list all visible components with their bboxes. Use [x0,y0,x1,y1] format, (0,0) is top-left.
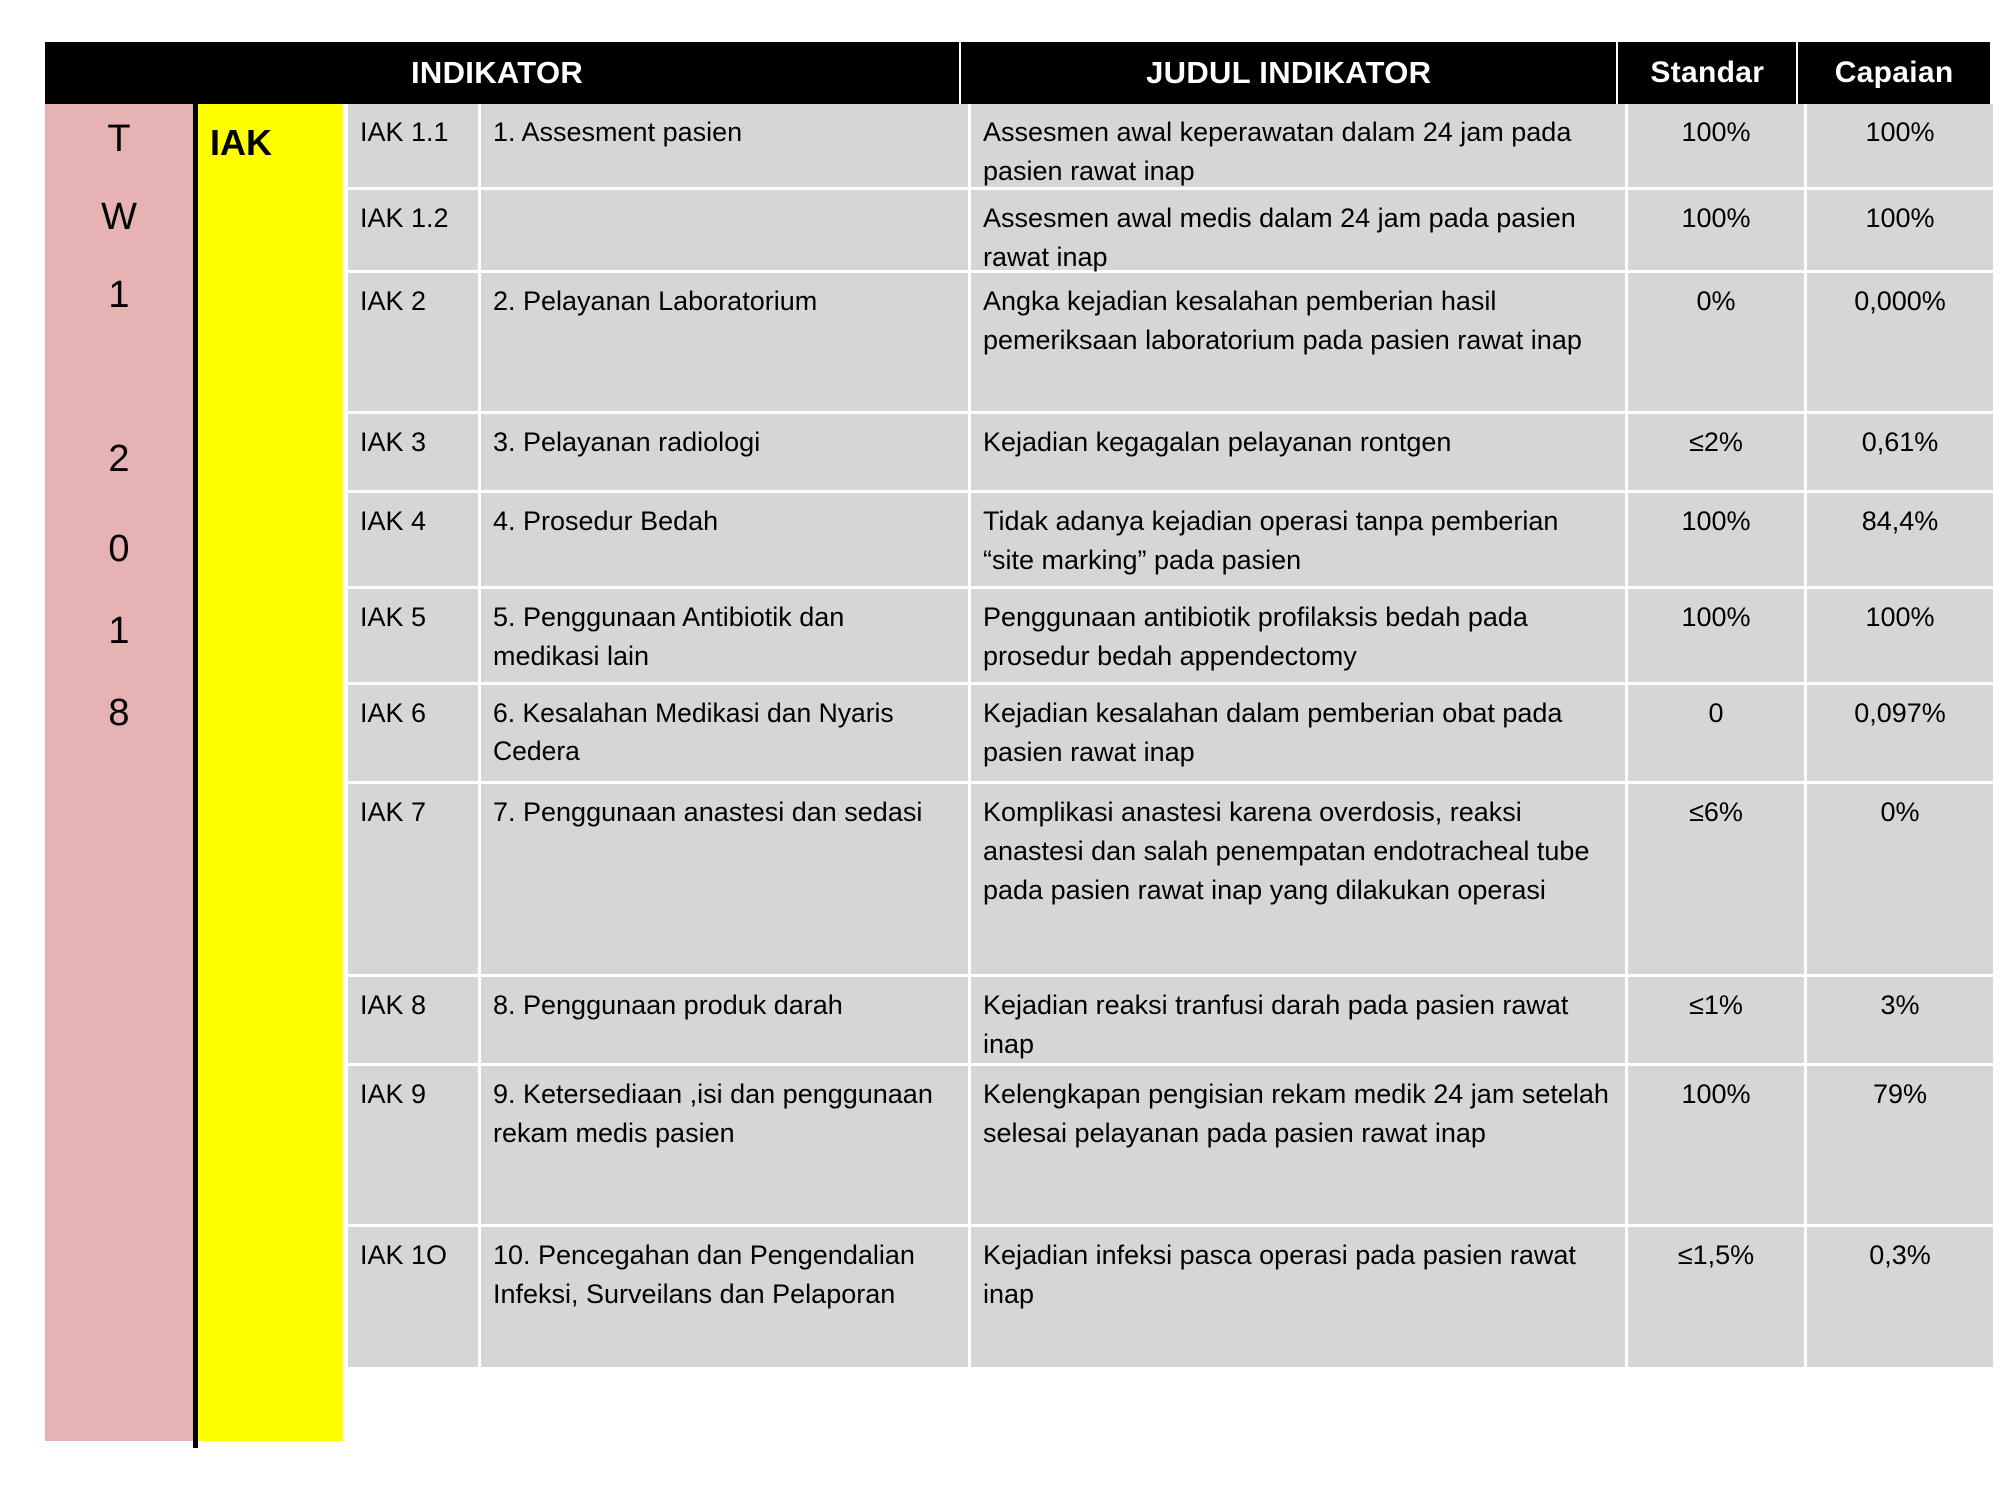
period-char-2: 1 [108,274,130,316]
period-char-1: W [101,196,137,238]
indicator-table-body [348,104,1990,1370]
cell-code: IAK 8 [348,977,478,1063]
cell-standar: 0% [1628,273,1804,411]
period-column [45,104,193,1441]
table-row [348,1227,1990,1367]
table-row [348,273,1990,411]
cell-judul: Angka kejadian kesalahan pemberian hasil pemeriksaan laboratorium pada pasien rawat inap [971,273,1625,411]
cell-code: IAK 9 [348,1066,478,1224]
cell-code: IAK 1O [348,1227,478,1367]
cell-code: IAK 1.2 [348,190,478,270]
cell-standar: ≤2% [1628,414,1804,490]
table-row [348,104,1990,187]
cell-indikator: 2. Pelayanan Laboratorium [481,273,968,411]
column-header-capaian: Capaian [1798,42,1990,104]
cell-indikator: 4. Prosedur Bedah [481,493,968,586]
cell-code: IAK 5 [348,589,478,682]
cell-capaian: 100% [1807,190,1993,270]
cell-indikator: 5. Penggunaan Antibiotik dan medikasi lain [481,589,968,682]
cell-judul: Komplikasi anastesi karena overdosis, reaksi anastesi dan salah penempatan endotracheal tube pada pasien rawat inap yang dilakukan operasi [971,784,1625,974]
column-header-standar: Standar [1618,42,1796,104]
cell-judul: Kejadian kegagalan pelayanan rontgen [971,414,1625,490]
cell-standar: 100% [1628,190,1804,270]
cell-capaian: 100% [1807,589,1993,682]
cell-judul: Tidak adanya kejadian operasi tanpa pemberian “site marking” pada pasien [971,493,1625,586]
cell-indikator: 3. Pelayanan radiologi [481,414,968,490]
cell-indikator: 6. Kesalahan Medikasi dan Nyaris Cedera [481,685,968,781]
cell-standar: ≤1,5% [1628,1227,1804,1367]
cell-capaian: 0% [1807,784,1993,974]
cell-code: IAK 7 [348,784,478,974]
cell-standar: 100% [1628,104,1804,187]
table-row [348,977,1990,1063]
cell-indikator [481,190,968,270]
cell-judul: Assesmen awal keperawatan dalam 24 jam pada pasien rawat inap [971,104,1625,187]
cell-standar: ≤6% [1628,784,1804,974]
period-char-6: 8 [108,692,130,734]
column-header-indikator: INDIKATOR [45,42,959,104]
table-row [348,414,1990,490]
cell-standar: 100% [1628,1066,1804,1224]
table-row [348,1066,1990,1224]
cell-standar: ≤1% [1628,977,1804,1063]
cell-code: IAK 4 [348,493,478,586]
cell-capaian: 0,61% [1807,414,1993,490]
period-char-3: 2 [108,438,130,480]
cell-judul: Kejadian reaksi tranfusi darah pada pasien rawat inap [971,977,1625,1063]
column-header-judul-indikator: JUDUL INDIKATOR [961,42,1616,104]
cell-code: IAK 2 [348,273,478,411]
cell-indikator: 1. Assesment pasien [481,104,968,187]
cell-capaian: 79% [1807,1066,1993,1224]
cell-indikator: 10. Pencegahan dan Pengendalian Infeksi, Surveilans dan Pelaporan [481,1227,968,1367]
cell-judul: Kelengkapan pengisian rekam medik 24 jam setelah selesai pelayanan pada pasien rawat inap [971,1066,1625,1224]
cell-code: IAK 6 [348,685,478,781]
cell-capaian: 84,4% [1807,493,1993,586]
cell-capaian: 0,000% [1807,273,1993,411]
cell-code: IAK 3 [348,414,478,490]
period-char-5: 1 [108,610,130,652]
cell-standar: 0 [1628,685,1804,781]
period-char-4: 0 [108,528,130,570]
cell-indikator: 8. Penggunaan produk darah [481,977,968,1063]
cell-judul: Kejadian infeksi pasca operasi pada pasien rawat inap [971,1227,1625,1367]
cell-standar: 100% [1628,493,1804,586]
cell-capaian: 0,097% [1807,685,1993,781]
cell-judul: Kejadian kesalahan dalam pemberian obat pada pasien rawat inap [971,685,1625,781]
table-row [348,685,1990,781]
table-row [348,589,1990,682]
cell-capaian: 3% [1807,977,1993,1063]
group-label: IAK [210,122,272,163]
cell-code: IAK 1.1 [348,104,478,187]
cell-indikator: 7. Penggunaan anastesi dan sedasi [481,784,968,974]
table-row [348,784,1990,974]
table-header-row [45,42,1990,104]
table-row [348,493,1990,586]
cell-capaian: 0,3% [1807,1227,1993,1367]
table-row [348,190,1990,273]
cell-judul: Penggunaan antibiotik profilaksis bedah pada prosedur bedah appendectomy [971,589,1625,682]
period-char-0: T [107,118,131,160]
cell-judul: Assesmen awal medis dalam 24 jam pada pasien rawat inap [971,190,1625,270]
cell-standar: 100% [1628,589,1804,682]
cell-capaian: 100% [1807,104,1993,187]
cell-indikator: 9. Ketersediaan ,isi dan penggunaan rekam medis pasien [481,1066,968,1224]
group-column-iak [198,104,343,1441]
